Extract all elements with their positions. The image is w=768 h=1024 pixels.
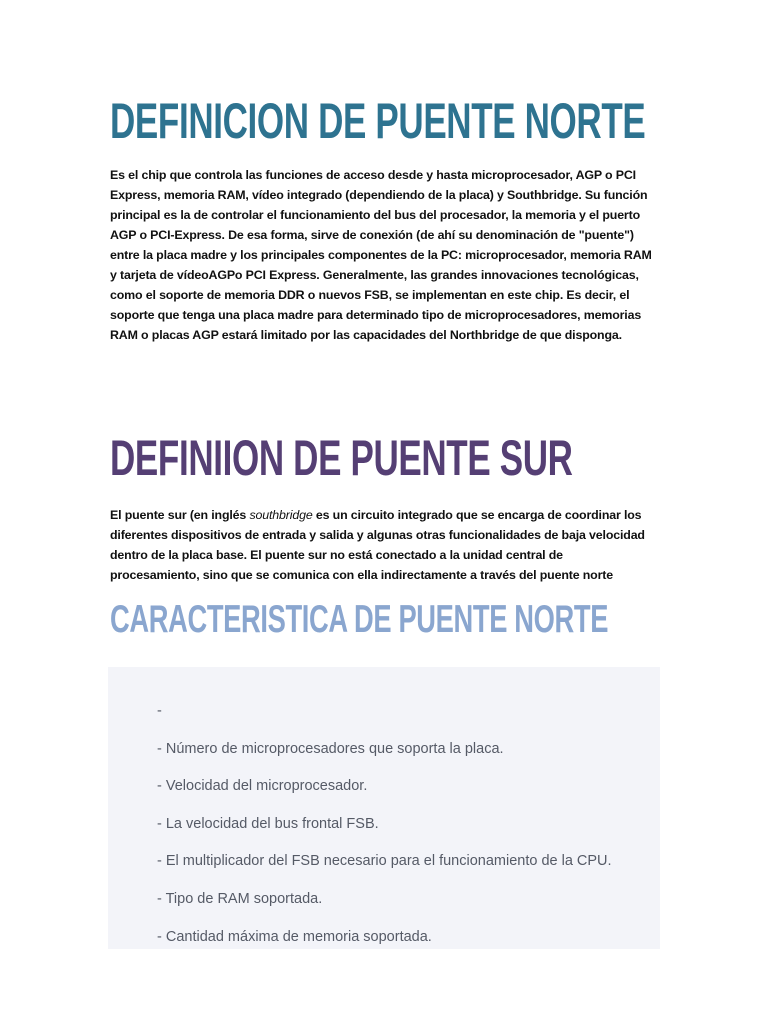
characteristics-box [108, 667, 660, 949]
heading-puente-norte-definition: DEFINICION DE PUENTE NORTE [110, 93, 646, 149]
heading-puente-sur-definition: DEFINIION DE PUENTE SUR [110, 430, 573, 486]
list-item: - [157, 703, 162, 719]
characteristics-list [157, 703, 612, 966]
list-item: - La velocidad del bus frontal FSB. [157, 815, 379, 832]
list-item: - El multiplicador del FSB necesario para el funcionamiento de la CPU. [157, 853, 612, 870]
list-item: - Número de microprocesadores que soporta la placa. [157, 740, 504, 757]
paragraph-puente-sur-definition [110, 505, 655, 585]
paragraph-text-start: El puente sur (en inglés [110, 508, 250, 522]
paragraph-text-rest: es un circuito integrado que se encarga de coordinar los diferentes dispositivos de entrada y salida y algunas otras funcionalidades de baja velocidad dentro de la placa base. El puente sur no está conectado a la unidad central de procesamiento, sino que se comunica con ella indirectamente a través del puente norte [110, 508, 645, 582]
list-item: - Cantidad máxima de memoria soportada. [157, 928, 432, 945]
list-item: - Velocidad del microprocesador. [157, 778, 368, 795]
heading-caracteristica-puente-norte: CARACTERISTICA DE PUENTE NORTE [110, 598, 609, 641]
paragraph-puente-norte-definition: Es el chip que controla las funciones de acceso desde y hasta microprocesador, AGP o PCI Express, memoria RAM, vídeo integrado (dependiendo de la placa) y Southbridge. Su función principal es la de controlar el funcionamiento del bus del procesador, la memoria y el puerto AGP o PCI-Express. De esa forma, sirve de conexión (de ahí su denominación de "puente") entre la placa madre y los principales componentes de la PC: microprocesador, memoria RAM y tarjeta de vídeoAGPo PCI Express. Generalmente, las grandes innovaciones tecnológicas, como el soporte de memoria DDR o nuevos FSB, se implementan en este chip. Es decir, el soporte que tenga una placa madre para determinado tipo de microprocesadores, memorias RAM o placas AGP estará limitado por las capacidades del Northbridge de que disponga. [110, 168, 652, 342]
southbridge-term: southbridge [249, 508, 313, 522]
list-item: - Tipo de RAM soportada. [157, 890, 323, 907]
